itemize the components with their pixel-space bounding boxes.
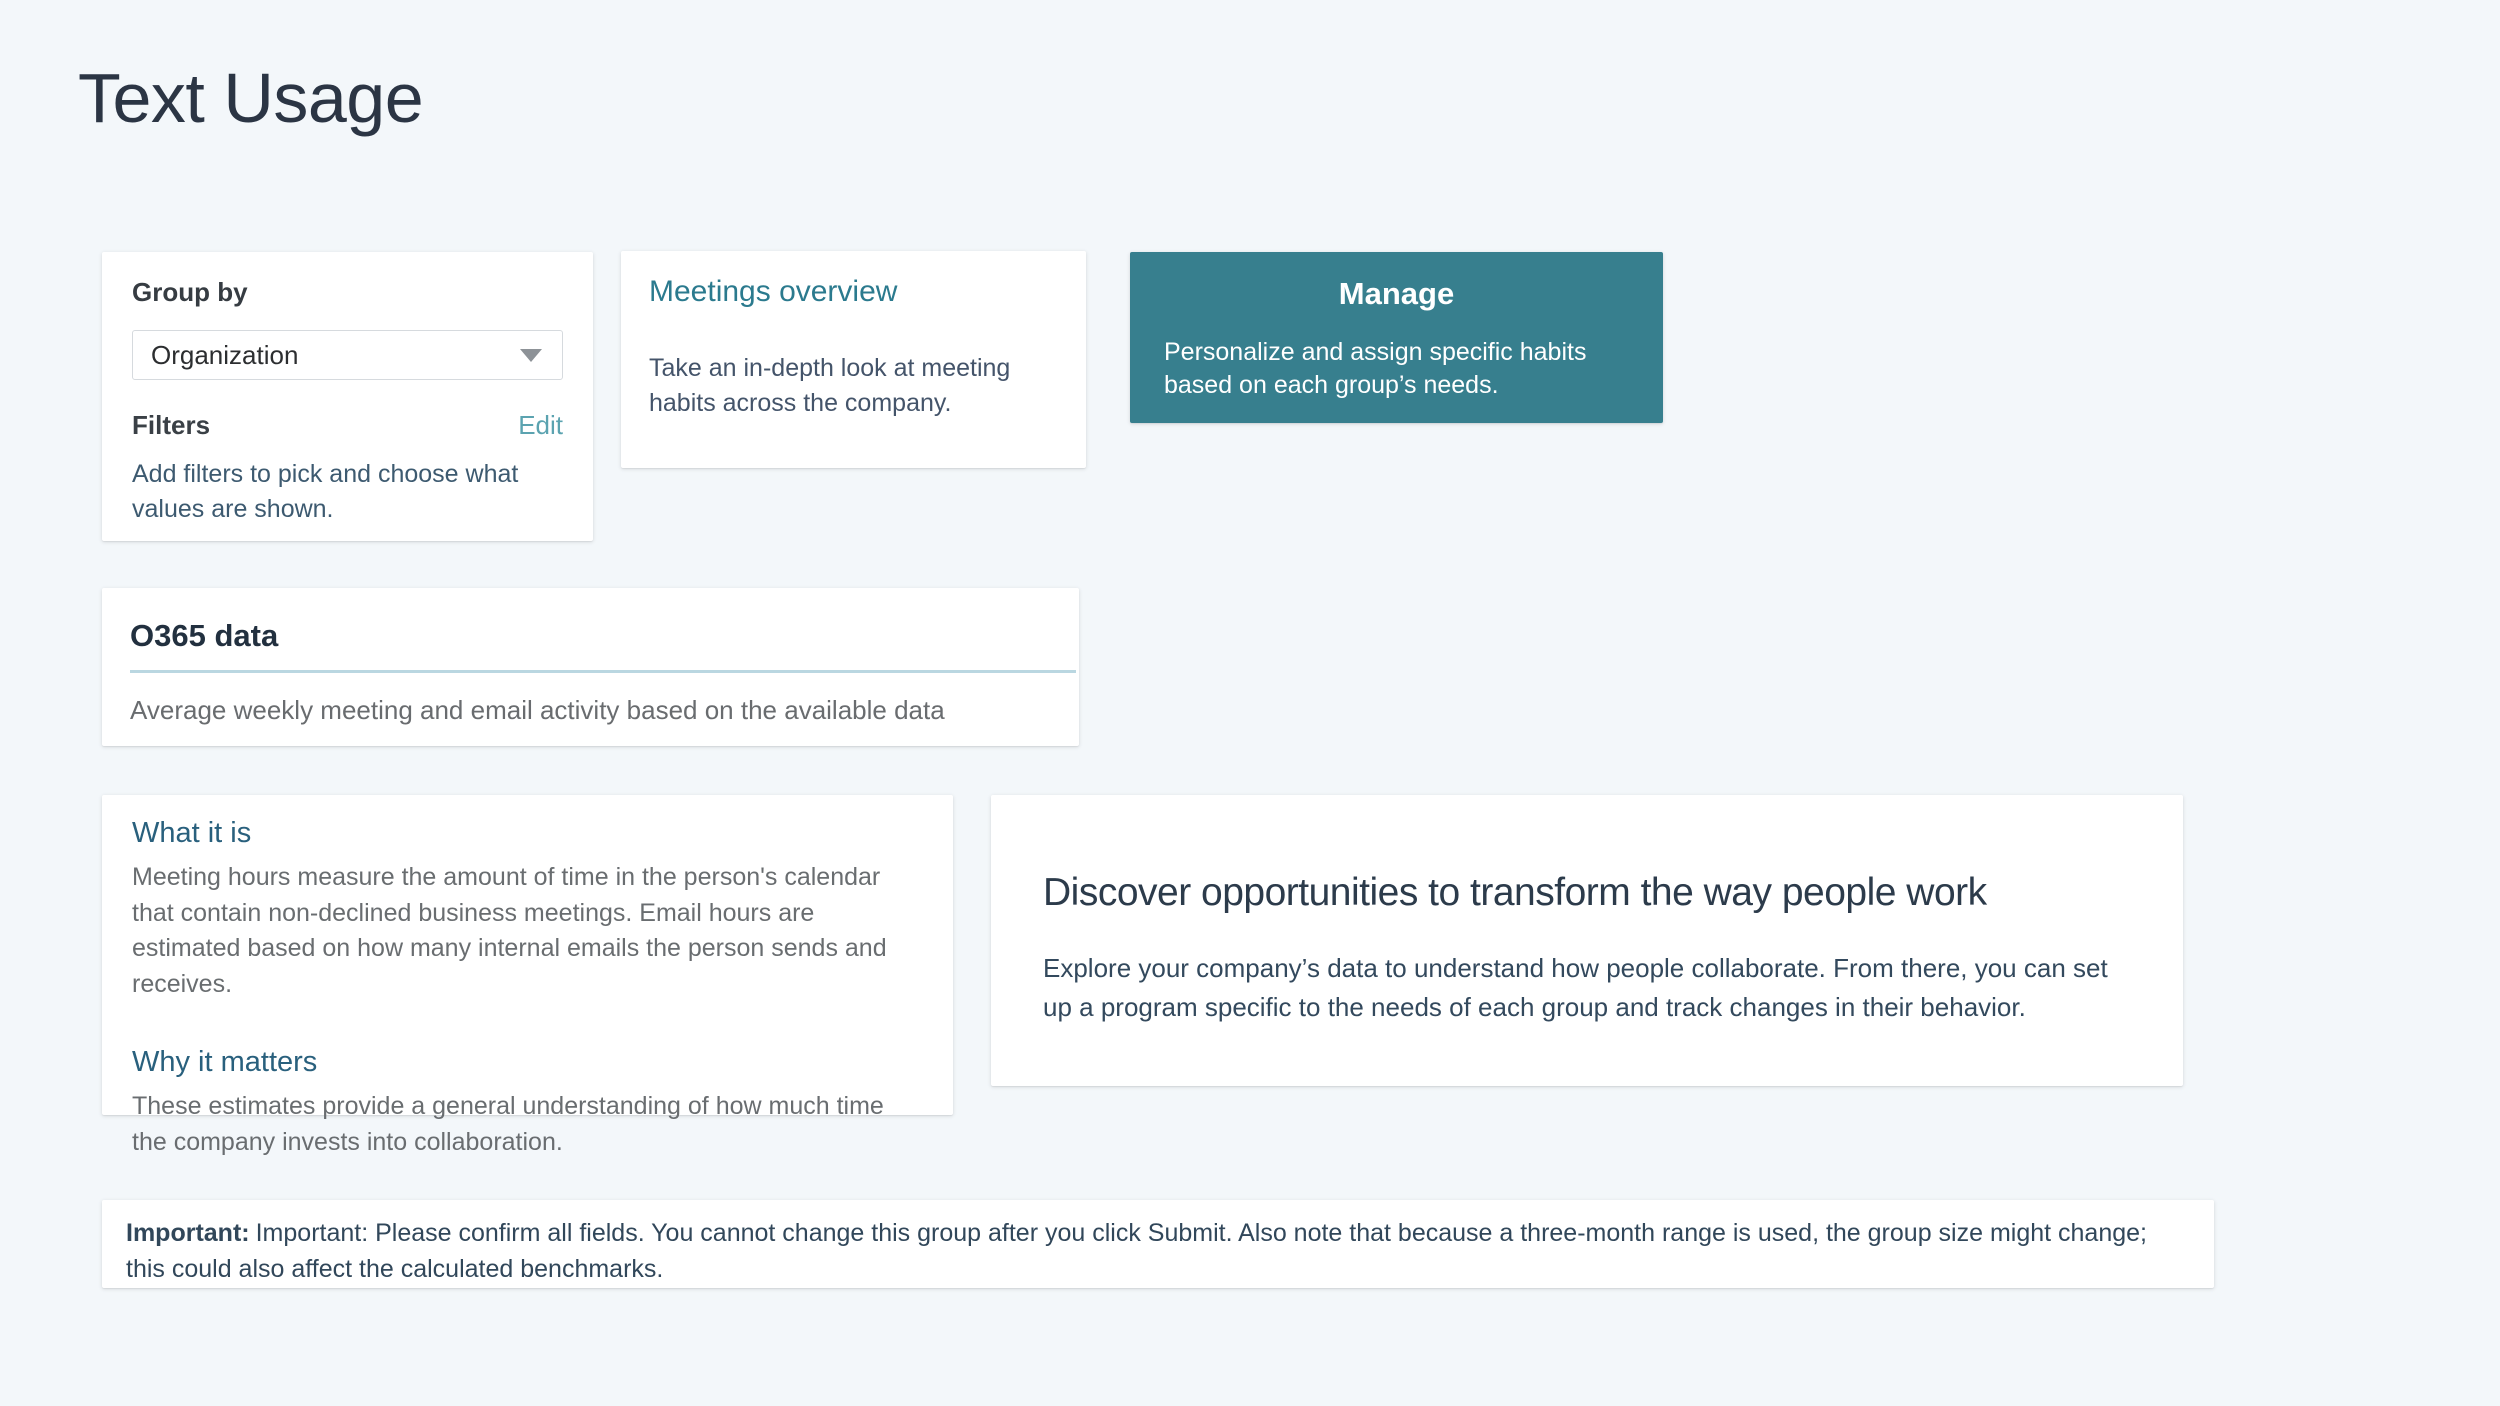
what-it-is-heading: What it is [132, 817, 252, 849]
group-by-card [102, 252, 593, 541]
important-banner-label: Important: [126, 1219, 250, 1247]
group-by-label: Group by [132, 277, 248, 307]
o365-data-card [102, 588, 1079, 746]
why-it-matters-heading: Why it matters [132, 1046, 318, 1078]
manage-card[interactable] [1130, 252, 1663, 423]
why-it-matters-body: These estimates provide a general understanding of how much time the company invests into collaboration. [132, 1092, 884, 1156]
o365-data-description: Average weekly meeting and email activity based on the available data [130, 695, 945, 725]
discover-title: Discover opportunities to transform the way people work [1043, 871, 1987, 914]
metric-info-card [102, 795, 953, 1156]
important-banner [102, 1200, 2214, 1288]
what-it-is-body: Meeting hours measure the amount of time in the person's calendar that contain non-declined business meetings. Email hours are estimated based on how many internal emails the person sends and receives. [132, 863, 887, 998]
meetings-overview-title[interactable]: Meetings overview [649, 275, 898, 308]
page-title: Text Usage [78, 59, 424, 137]
filters-description: Add filters to pick and choose what values are shown. [132, 460, 519, 523]
filters-row [132, 410, 563, 441]
manage-card-description: Personalize and assign specific habits based on each group’s needs. [1164, 338, 1587, 399]
filters-label: Filters [132, 410, 211, 440]
o365-data-title: O365 data [130, 618, 279, 653]
important-banner-text: Important: Please confirm all fields. You cannot change this group after you click Submit. Also note that because a three-month range is used, the group size might change; this could also affect the calculated benchmarks. [126, 1219, 2147, 1284]
section-divider [130, 670, 1076, 673]
group-by-dropdown[interactable] [132, 330, 563, 380]
meetings-overview-card[interactable] [621, 251, 1086, 468]
discover-card [991, 795, 2183, 1086]
group-by-dropdown-value: Organization [151, 339, 299, 370]
caret-down-icon [520, 349, 542, 362]
discover-description: Explore your company’s data to understand how people collaborate. From there, you can set up a program specific to the needs of each group and track changes in their behavior. [1043, 953, 2108, 1022]
meetings-overview-description: Take an in-depth look at meeting habits across the company. [649, 354, 1011, 417]
manage-card-title: Manage [1338, 276, 1455, 311]
filters-edit-link[interactable]: Edit [518, 410, 563, 440]
